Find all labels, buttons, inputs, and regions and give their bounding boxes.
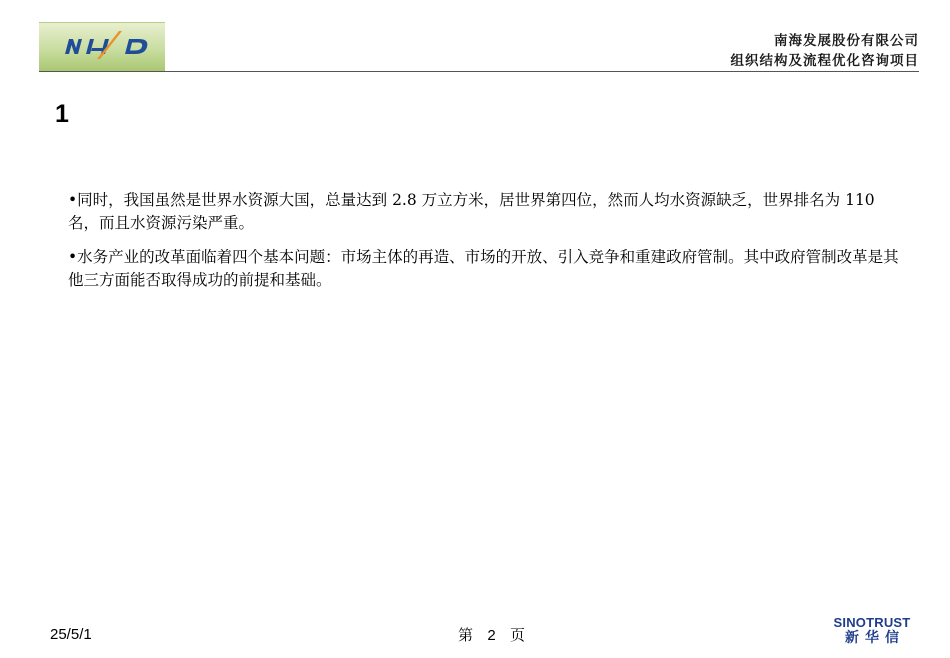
footer-date: 25/5/1 [50, 626, 92, 643]
bullet-paragraph-1: •同时，我国虽然是世界水资源大国，总量达到 2.8 万立方米，居世界第四位，然而人均水资源缺乏，世界排名为 110 名，而且水资源污染严重。 [68, 191, 875, 232]
page-suffix: 页 [509, 626, 525, 644]
brand-chinese: 新华信 [845, 630, 905, 646]
header-divider [39, 71, 919, 72]
company-name: 南海发展股份有限公司 [774, 33, 919, 49]
page-prefix: 第 [458, 626, 474, 644]
project-name: 组织结构及流程优化咨询项目 [730, 53, 919, 69]
brand-english: SINOTRUST [833, 615, 911, 630]
page-number: 2 [487, 627, 496, 644]
company-logo [39, 22, 165, 71]
company-header [731, 31, 920, 71]
footer-page-indicator [458, 626, 525, 645]
slide-title-number: 1 [55, 100, 69, 128]
slide-body [68, 189, 908, 303]
sinotrust-logo [830, 616, 914, 646]
bullet-paragraph-2: •水务产业的改革面临着四个基本问题：市场主体的再造、市场的开放、引入竞争和重建政府管制。其中政府管制改革是其他三方面能否取得成功的前提和基础。 [68, 248, 899, 289]
nhd-logo-icon [39, 23, 165, 71]
